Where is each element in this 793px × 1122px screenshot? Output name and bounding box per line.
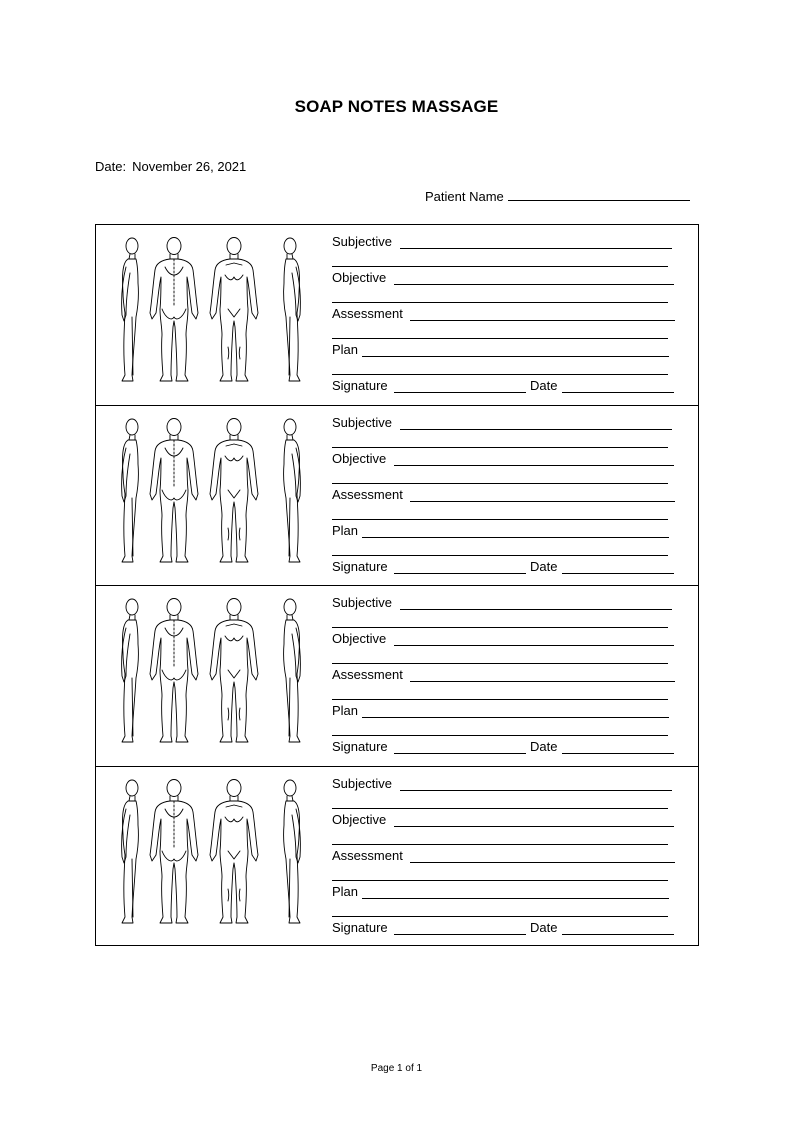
body-chart-icon [118, 237, 308, 385]
assessment-field-2[interactable] [332, 338, 668, 339]
signature-label: Signature [332, 378, 388, 393]
date-field[interactable] [562, 934, 674, 935]
page-footer: Page 1 of 1 [370, 1063, 423, 1074]
objective-field-2[interactable] [332, 844, 668, 845]
date-value: November 26, 2021 [132, 159, 247, 174]
plan-field[interactable] [362, 356, 669, 357]
page-title: SOAP NOTES MASSAGE [294, 97, 499, 116]
assessment-label: Assessment [332, 667, 403, 682]
subjective-field-2[interactable] [332, 627, 668, 628]
plan-field[interactable] [362, 717, 669, 718]
subjective-field[interactable] [400, 429, 672, 430]
objective-label: Objective [332, 631, 387, 646]
assessment-label: Assessment [332, 306, 403, 321]
soap-fields [332, 775, 678, 937]
subjective-label: Subjective [332, 234, 392, 249]
soap-section-4 [96, 767, 698, 948]
objective-field[interactable] [394, 465, 674, 466]
objective-field-2[interactable] [332, 663, 668, 664]
assessment-field[interactable] [410, 681, 675, 682]
date-field[interactable] [562, 753, 674, 754]
plan-label: Plan [332, 703, 359, 718]
objective-field-2[interactable] [332, 483, 668, 484]
plan-field[interactable] [362, 537, 669, 538]
date-line [95, 159, 246, 174]
objective-label: Objective [332, 270, 387, 285]
soap-section-3 [96, 586, 698, 767]
subjective-field[interactable] [400, 790, 672, 791]
patient-name-field[interactable] [508, 199, 690, 201]
objective-field-2[interactable] [332, 302, 668, 303]
date-field-label: Date [530, 919, 558, 935]
soap-notes-table [95, 224, 699, 946]
objective-label: Objective [332, 811, 387, 827]
soap-fields [332, 414, 678, 576]
signature-field[interactable] [394, 573, 526, 574]
plan-label: Plan [332, 342, 359, 357]
soap-fields [332, 594, 678, 756]
subjective-label: Subjective [332, 595, 392, 610]
date-field-label: Date [530, 378, 558, 393]
assessment-field[interactable] [410, 320, 675, 321]
body-chart-icon [118, 598, 308, 746]
body-chart-icon [118, 779, 308, 927]
plan-field-2[interactable] [332, 555, 668, 556]
assessment-label: Assessment [332, 486, 403, 502]
subjective-label: Subjective [332, 414, 392, 430]
plan-label: Plan [332, 522, 359, 538]
plan-field-2[interactable] [332, 374, 668, 375]
objective-field[interactable] [394, 826, 674, 827]
plan-field-2[interactable] [332, 735, 668, 736]
soap-fields [332, 233, 678, 395]
soap-section-2 [96, 406, 698, 587]
objective-label: Objective [332, 450, 387, 466]
patient-name-line [425, 189, 690, 204]
plan-field[interactable] [362, 898, 669, 899]
date-field[interactable] [562, 392, 674, 393]
body-chart-icon [118, 418, 308, 566]
subjective-field-2[interactable] [332, 808, 668, 809]
date-label: Date: [95, 159, 127, 174]
subjective-field[interactable] [400, 248, 672, 249]
subjective-label: Subjective [332, 775, 392, 791]
signature-label: Signature [332, 739, 388, 754]
assessment-field[interactable] [410, 501, 675, 502]
subjective-field-2[interactable] [332, 447, 668, 448]
assessment-field-2[interactable] [332, 880, 668, 881]
assessment-field[interactable] [410, 862, 675, 863]
objective-field[interactable] [394, 645, 674, 646]
signature-field[interactable] [394, 753, 526, 754]
date-field-label: Date [530, 739, 558, 754]
assessment-field-2[interactable] [332, 699, 668, 700]
objective-field[interactable] [394, 284, 674, 285]
plan-field-2[interactable] [332, 916, 668, 917]
patient-name-label: Patient Name [425, 189, 504, 204]
soap-section-1 [96, 225, 698, 406]
signature-field[interactable] [394, 392, 526, 393]
signature-label: Signature [332, 558, 388, 574]
date-field-label: Date [530, 558, 558, 574]
date-field[interactable] [562, 573, 674, 574]
plan-label: Plan [332, 883, 359, 899]
assessment-label: Assessment [332, 847, 403, 863]
signature-field[interactable] [394, 934, 526, 935]
subjective-field[interactable] [400, 609, 672, 610]
signature-label: Signature [332, 919, 388, 935]
assessment-field-2[interactable] [332, 519, 668, 520]
subjective-field-2[interactable] [332, 266, 668, 267]
